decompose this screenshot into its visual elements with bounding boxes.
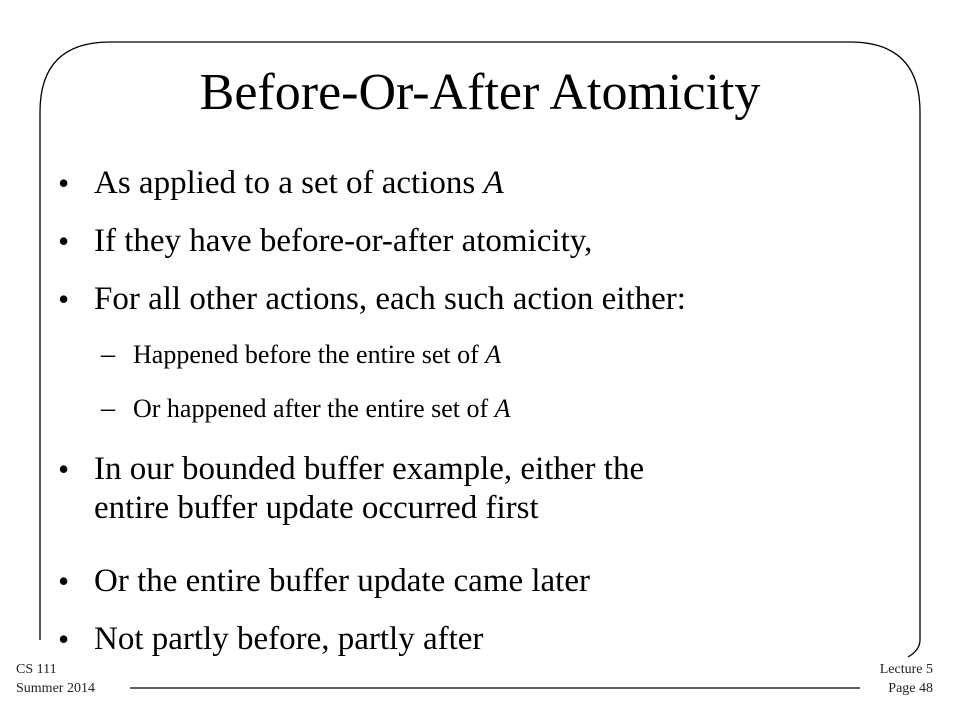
- bullet-marker: •: [58, 223, 70, 259]
- sub-bullet-text: Or happened after the entire set of: [133, 394, 495, 423]
- bullet-text: Not partly before, partly after: [94, 621, 484, 657]
- sub-bullet-text: Happened before the entire set of: [133, 340, 486, 369]
- slide-title: Before-Or-After Atomicity: [199, 64, 761, 121]
- footer-page-info: [880, 660, 933, 698]
- bullet-marker: •: [58, 281, 70, 317]
- footer-page: Page 48: [888, 681, 933, 696]
- bullet-marker: •: [58, 563, 70, 599]
- sub-bullet-item: [101, 393, 893, 424]
- sub-bullet-marker: –: [101, 339, 115, 370]
- bullet-marker: •: [58, 621, 70, 657]
- sub-bullet-marker: –: [101, 393, 115, 424]
- bullet-marker: •: [58, 451, 70, 487]
- footer-term: Summer 2014: [16, 681, 95, 696]
- bullet-item: [58, 222, 894, 261]
- footer-course-info: [16, 660, 95, 698]
- sub-bullet-italic-symbol: A: [485, 340, 502, 369]
- bullet-text-line-2: entire buffer update occurred first: [94, 490, 539, 526]
- bullet-item: [58, 562, 894, 601]
- bullet-text: As applied to a set of actions: [94, 165, 484, 201]
- bullet-text: Or the entire buffer update came later: [94, 563, 590, 599]
- bullet-item: [58, 164, 894, 203]
- bullet-italic-symbol: A: [483, 165, 504, 201]
- footer-lecture: Lecture 5: [879, 662, 933, 677]
- bullet-text: If they have before-or-after atomicity,: [94, 223, 593, 259]
- footer-course: CS 111: [16, 662, 57, 677]
- bullet-item: [58, 450, 894, 528]
- bullet-item: [58, 620, 894, 659]
- sub-bullet-italic-symbol: A: [494, 394, 511, 423]
- bullet-text: For all other actions, each such action either:: [94, 281, 686, 317]
- bullet-text-line-1: In our bounded buffer example, either the: [94, 451, 645, 487]
- bullet-marker: •: [58, 165, 70, 201]
- bullet-item: [58, 280, 894, 319]
- sub-bullet-item: [101, 339, 893, 370]
